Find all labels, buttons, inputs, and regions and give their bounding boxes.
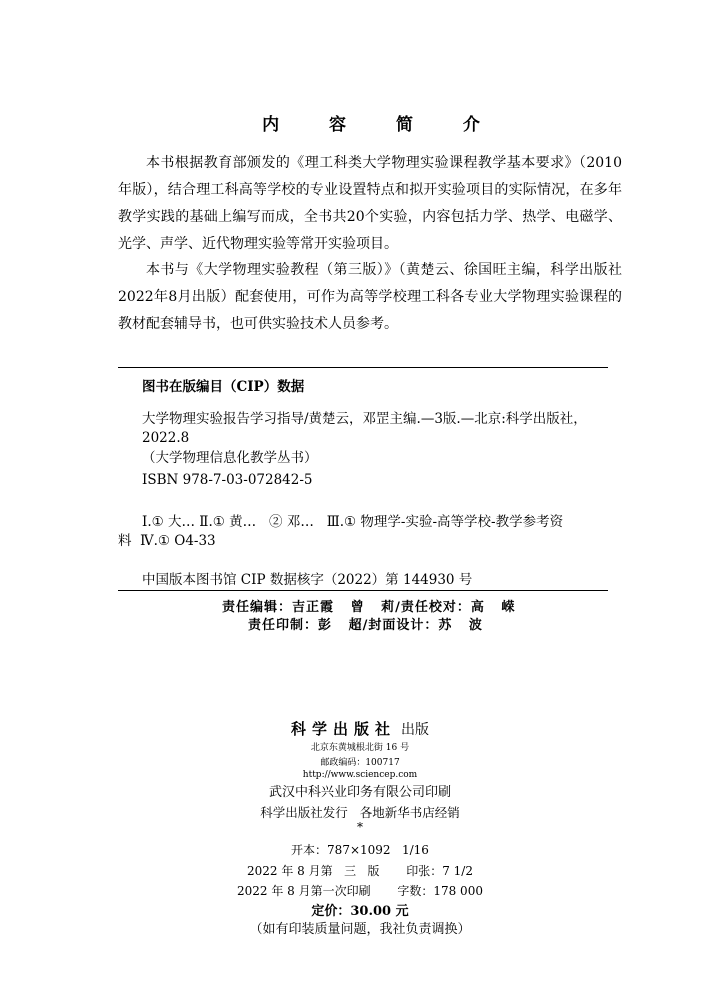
intro-paragraph-2: 本书与《大学物理实验教程（第三版）》（黄楚云、徐国旺主编，科学出版社2022年8月出版）配套使用，可作为高等学校理工科各专业大学物理实验课程的教材配套辅导书，也可供实验技术人员参考。 [118, 262, 622, 332]
cip-record-number: 中国版本图书馆 CIP 数据核字（2022）第 144930 号 [142, 572, 473, 588]
publisher-postcode: 邮政编码：100717 [320, 758, 400, 768]
cip-line-2: 2022.8 [142, 430, 190, 446]
intro-paragraph-1: 本书根据教育部颁发的《理工科类大学物理实验课程教学基本要求》（2010年版），结合理工科高等学校的专业设置特点和拟开实验项目的实际情况，在多年教学实践的基础上编写而成，全书共20个实验，内容包括力学、热学、电磁学、光学、声学、近代物理实验等常开实验项目。 [118, 155, 622, 252]
separator-star: * [357, 820, 363, 834]
price: 定价：30.00 元 [311, 904, 409, 919]
quality-note: （如有印装质量问题，我社负责调换） [249, 922, 471, 937]
distribution: 科学出版社发行 各地新华书店经销 [260, 805, 460, 820]
publisher-line [0, 718, 720, 739]
publisher-address: 北京东黄城根北街 16 号 [310, 743, 410, 753]
publisher-name: 科学出版社 [290, 720, 396, 738]
cip-classification-1: Ⅰ.① 大… Ⅱ.① 黄… ② 邓… Ⅲ.① 物理学-实验-高等学校-教学参考资 [142, 514, 564, 530]
publisher-suffix: 出版 [401, 722, 430, 738]
cip-line-3: （大学物理信息化教学丛书） [142, 450, 318, 466]
cip-classification-2: 料 Ⅳ.① O4-33 [118, 533, 216, 549]
cip-bottom-rule [118, 590, 608, 591]
staff-line-1: 责任编辑：吉正霞 曾 莉/责任校对：高 嵘 [222, 600, 516, 615]
cip-heading: 图书在版编目（CIP）数据 [142, 379, 305, 395]
spec-format: 开本：787×1092 1/16 [291, 843, 429, 857]
cip-isbn: ISBN 978-7-03-072842-5 [142, 472, 313, 488]
printer: 武汉中科兴业印务有限公司印刷 [268, 785, 451, 800]
cip-line-1: 大学物理实验报告学习指导/黄楚云，邓罡主编.—3版.—北京:科学出版社， [142, 411, 587, 427]
page-title: 内 容 简 介 [262, 115, 502, 135]
spec-printing: 2022 年 8 月第一次印刷 字数：178 000 [237, 884, 483, 898]
cip-top-rule [118, 367, 608, 368]
staff-line-2: 责任印制：彭 超/封面设计：苏 波 [248, 618, 483, 633]
publisher-url: http://www.sciencep.com [302, 770, 418, 780]
spec-edition: 2022 年 8 月第 三 版 印张：7 1/2 [247, 864, 473, 878]
